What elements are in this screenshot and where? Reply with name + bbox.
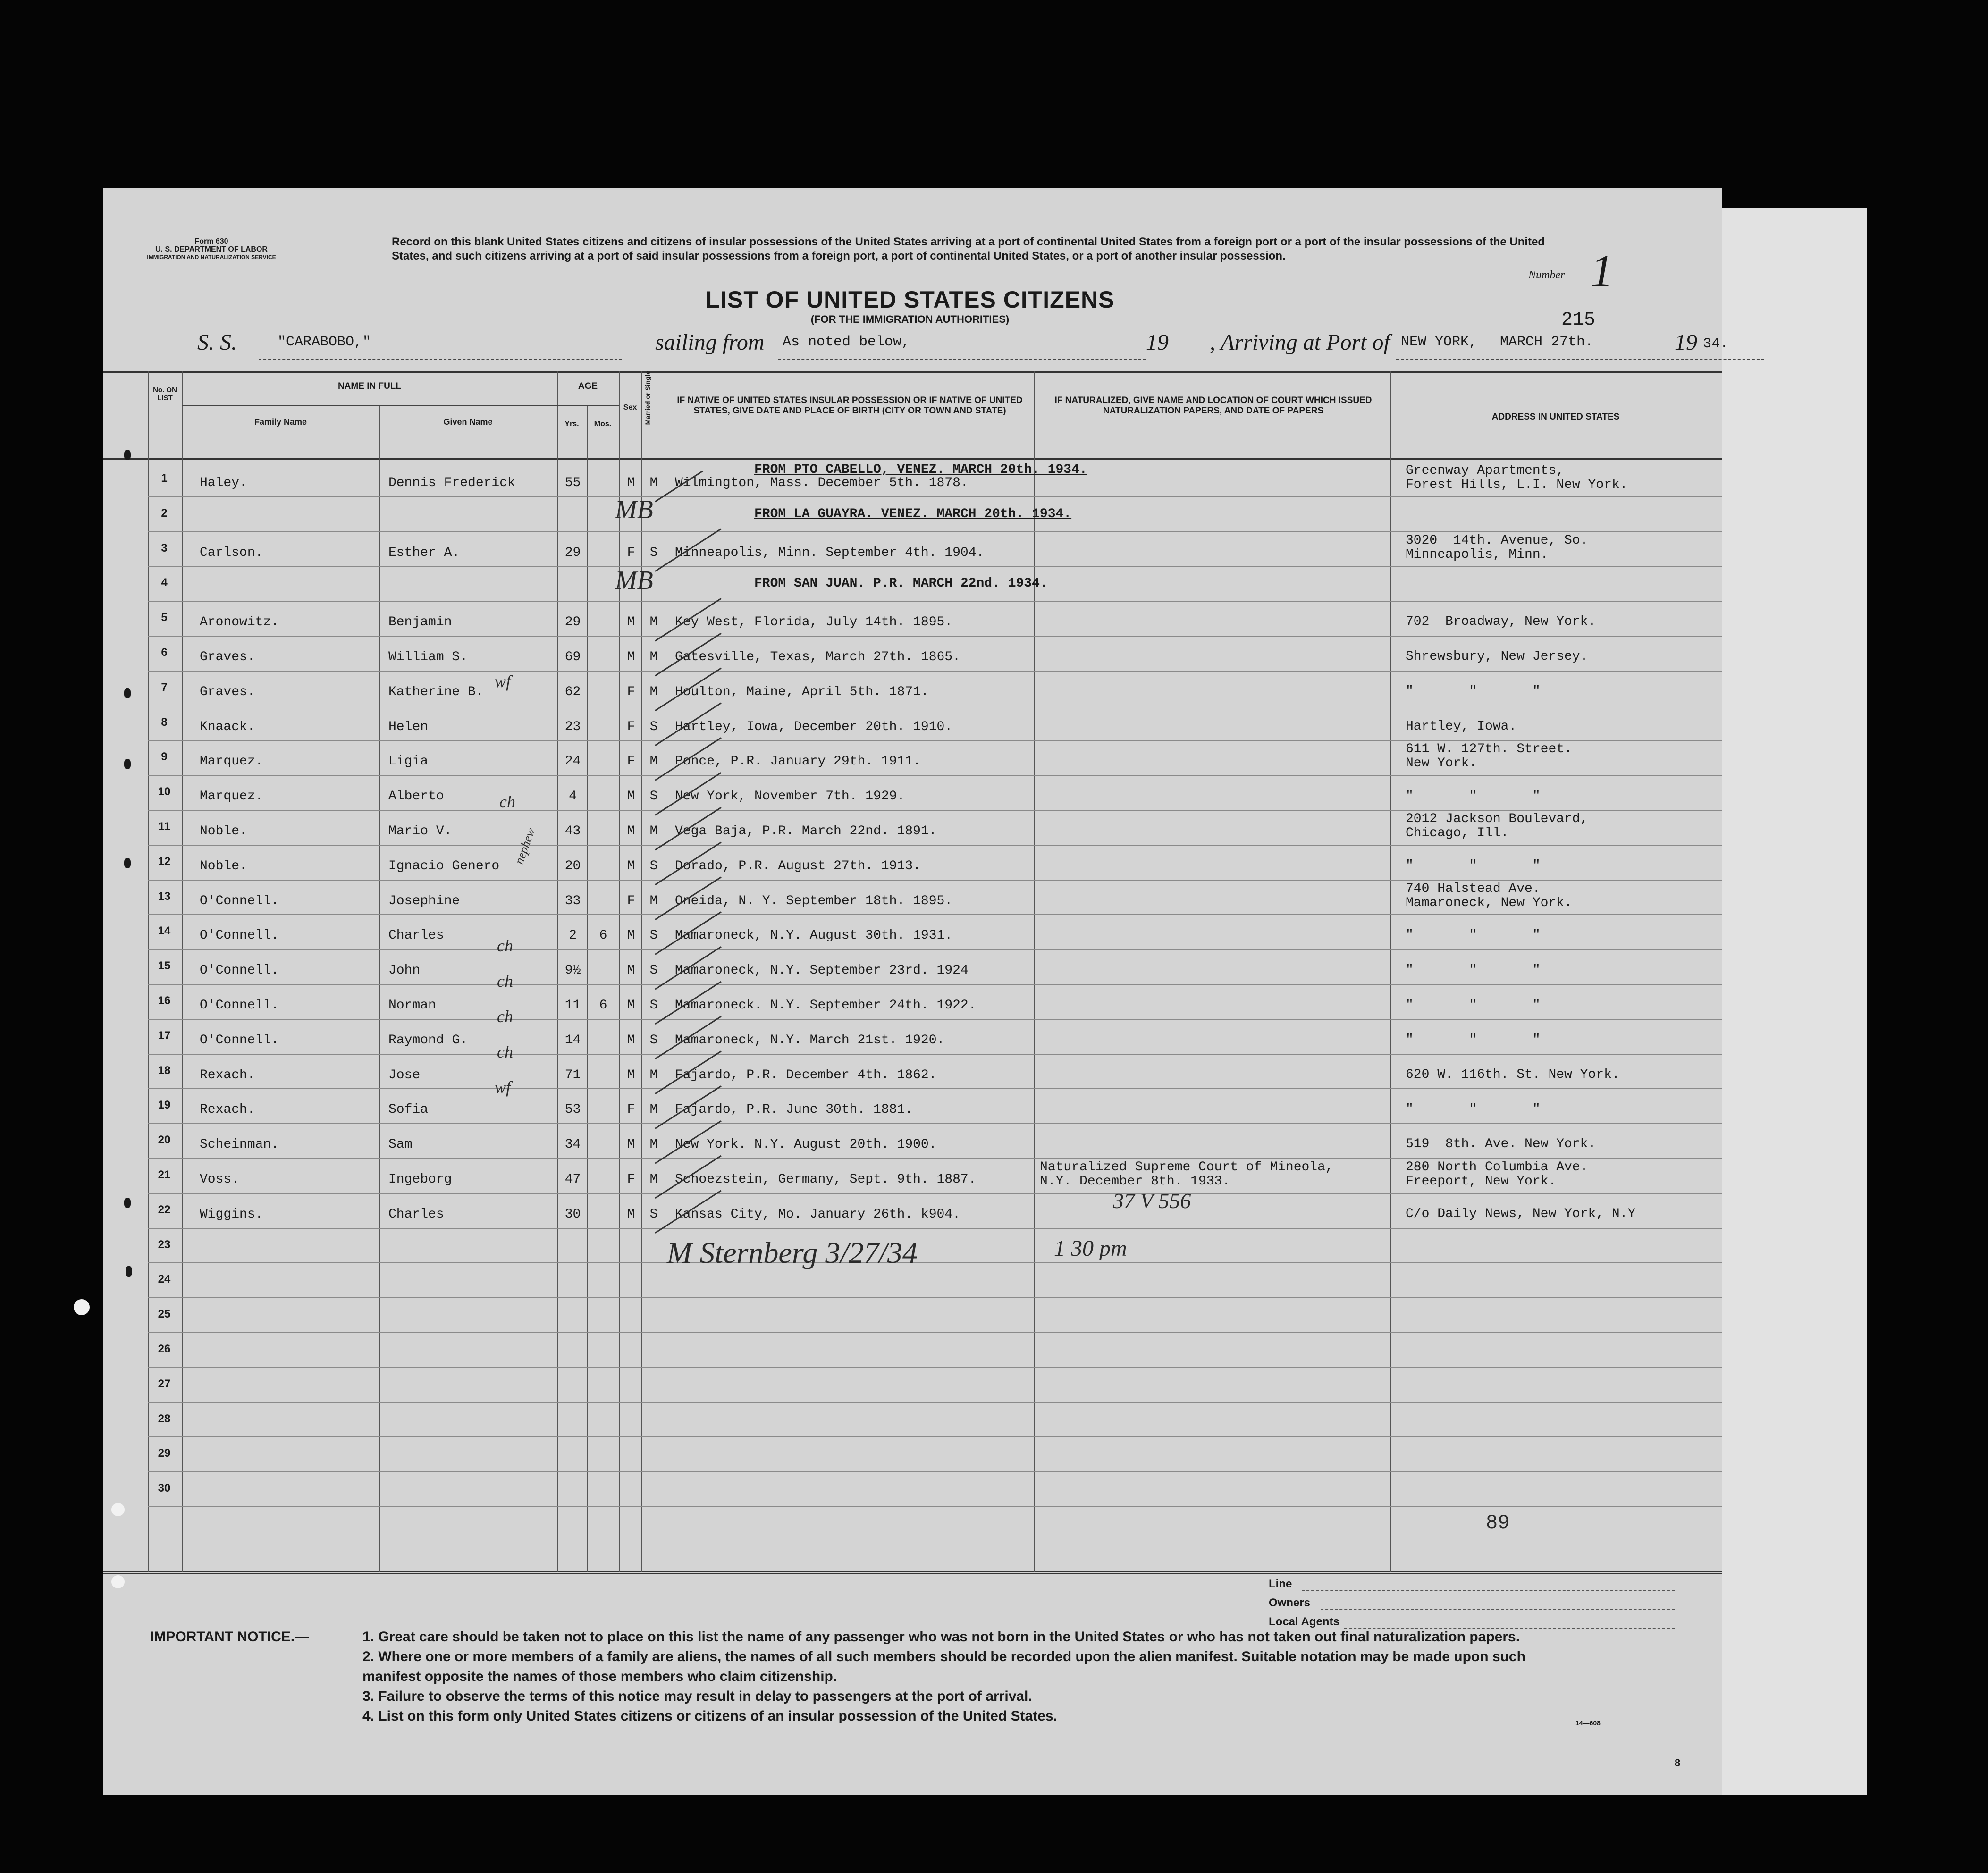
notice-item-2: 2. Where one or more members of a family are aliens, the names of all such members should be recorded upon the alien manifest. Suitable notation may be made upon such — [362, 1649, 1525, 1664]
row-rule — [148, 880, 1722, 881]
passenger-sex: M — [627, 1067, 635, 1083]
passenger-family-name: Noble. — [200, 858, 247, 874]
serial-number: 215 — [1561, 310, 1596, 331]
notice-item-4: 4. List on this form only United States citizens or citizens of an insular possession of the United States. — [362, 1708, 1057, 1724]
page-title: LIST OF UNITED STATES CITIZENS — [705, 286, 1115, 313]
passenger-birth: Key West, Florida, July 14th. 1895. — [675, 615, 953, 630]
passenger-birth: Kansas City, Mo. January 26th. k904. — [675, 1207, 960, 1222]
row-rule — [148, 1332, 1722, 1333]
passenger-given-name: John — [388, 963, 421, 978]
row-rule — [148, 1297, 1722, 1298]
passenger-address: " " " — [1406, 789, 1541, 804]
passenger-birth: Mamaroneck, N.Y. September 23rd. 1924 — [675, 963, 969, 978]
row-rule — [148, 636, 1722, 637]
passenger-birth: Fajardo, P.R. June 30th. 1881. — [675, 1102, 913, 1117]
relation-note-nephew: nephew — [512, 826, 538, 866]
passenger-marital: S — [649, 963, 658, 978]
passenger-given-name: William S. — [388, 650, 468, 664]
notice-item-3: 3. Failure to observe the terms of this notice may result in delay to passengers at the port of arrival. — [362, 1688, 1032, 1704]
passenger-age-years: 43 — [564, 824, 581, 839]
passenger-age-years: 11 — [564, 998, 581, 1013]
passenger-age-years: 55 — [564, 476, 581, 490]
row-number: 18 — [158, 1064, 171, 1077]
passenger-age-years: 62 — [564, 684, 581, 699]
row-number: 27 — [158, 1377, 171, 1390]
passenger-age-years: 23 — [564, 719, 581, 734]
binding-mark — [124, 450, 131, 460]
passenger-age-years: 69 — [564, 650, 581, 664]
passenger-marital: S — [649, 858, 658, 874]
arrival-date: MARCH 27th. — [1500, 334, 1594, 350]
row-rule — [148, 1436, 1722, 1437]
row-number: 30 — [158, 1482, 171, 1495]
passenger-family-name: Graves. — [200, 684, 255, 699]
punch-hole — [111, 1575, 125, 1588]
passenger-marital: S — [649, 928, 658, 943]
row-rule — [148, 914, 1722, 915]
passenger-given-name: Sam — [388, 1137, 413, 1152]
col-given-name: Given Name — [443, 417, 493, 427]
inspector-signature: M Sternberg 3/27/34 — [667, 1236, 918, 1269]
passenger-given-name: Katherine B. — [388, 684, 484, 699]
check-stroke — [655, 471, 721, 502]
check-stroke — [655, 912, 721, 954]
passenger-age-years: 24 — [564, 754, 581, 769]
passenger-address: " " " — [1406, 998, 1541, 1012]
passenger-address: " " " — [1406, 1032, 1541, 1047]
check-stroke — [655, 703, 721, 746]
row-number: 21 — [158, 1168, 171, 1181]
check-stroke — [655, 842, 721, 885]
check-stroke — [655, 1156, 721, 1198]
section-header: FROM SAN JUAN. P.R. MARCH 22nd. 1934. — [754, 576, 1048, 591]
year-prefix-2: 19 — [1675, 330, 1697, 355]
passenger-birth: Vega Baja, P.R. March 22nd. 1891. — [675, 824, 937, 839]
passenger-family-name: Haley. — [200, 476, 247, 490]
col-address: ADDRESS IN UNITED STATES — [1491, 412, 1620, 422]
passenger-address: 702 Broadway, New York. — [1406, 614, 1596, 630]
passenger-age-years: 29 — [564, 545, 581, 560]
passenger-address: Shrewsbury, New Jersey. — [1406, 649, 1588, 664]
passenger-address: 519 8th. Ave. New York. — [1406, 1137, 1596, 1152]
row-number: 26 — [158, 1343, 171, 1355]
agents-local-label: Local Agents — [1269, 1615, 1339, 1628]
sailing-label: sailing from — [655, 330, 765, 355]
passenger-sex: F — [627, 893, 635, 908]
year-prefix: 19 — [1146, 330, 1169, 355]
passenger-sex: M — [627, 998, 635, 1013]
agents-owners-label: Owners — [1269, 1596, 1311, 1609]
row-number: 10 — [158, 785, 171, 798]
passenger-family-name: O'Connell. — [200, 893, 279, 908]
row-number: 28 — [158, 1412, 171, 1425]
passenger-family-name: Rexach. — [200, 1067, 255, 1083]
notice-lead: IMPORTANT NOTICE.— — [150, 1629, 309, 1645]
passenger-family-name: O'Connell. — [200, 963, 279, 978]
col-no-on-list: No. ON LIST — [153, 386, 177, 402]
row-number: 22 — [158, 1203, 171, 1216]
passenger-age-years: 33 — [564, 893, 581, 908]
passenger-sex: F — [627, 1102, 635, 1117]
passenger-family-name: Rexach. — [200, 1102, 255, 1117]
row-rule — [148, 984, 1722, 985]
passenger-sex: F — [627, 754, 635, 769]
passenger-family-name: O'Connell. — [200, 998, 279, 1013]
col-months: Mos. — [594, 420, 612, 428]
row-rule — [148, 1402, 1722, 1403]
passenger-marital: S — [649, 719, 658, 734]
row-number: 11 — [158, 820, 170, 833]
passenger-marital: M — [649, 476, 658, 490]
arriving-label: , Arriving at Port of — [1210, 330, 1390, 355]
passenger-address: 611 W. 127th. Street. New York. — [1406, 742, 1572, 771]
record-instructions: Record on this blank United States citizens and citizens of insular possessions of the United States arriving at a port of continental United States from a foreign port or a port of the insular possessions of the United States, and such citizens arriving at a port of said insular possessions from a foreign port, a port of continental United States, or a port of another insular possession. — [392, 235, 1545, 262]
passenger-sex: M — [627, 824, 635, 839]
notice-item-1: 1. Great care should be taken not to place on this list the name of any passenger who was not born in the United States or who has not taken out final naturalization papers. — [362, 1629, 1520, 1645]
passenger-given-name: Ligia — [388, 754, 429, 769]
passenger-sex: F — [627, 719, 635, 734]
row-rule — [148, 496, 1722, 497]
passenger-sex: M — [627, 615, 635, 630]
passenger-sex: M — [627, 963, 635, 978]
page-stamp: 89 — [1486, 1512, 1510, 1534]
service-name: IMMIGRATION AND NATURALIZATION SERVICE — [147, 254, 276, 260]
department-name: U. S. DEPARTMENT OF LABOR — [155, 245, 268, 253]
row-rule — [148, 601, 1722, 602]
passenger-age-years: 14 — [564, 1033, 581, 1048]
row-number: 24 — [158, 1273, 171, 1286]
passenger-sex: M — [627, 1137, 635, 1152]
passenger-family-name: Voss. — [200, 1172, 240, 1187]
passenger-sex: M — [627, 928, 635, 943]
binding-mark — [124, 1198, 131, 1208]
col-age: AGE — [578, 381, 598, 391]
passenger-sex: F — [627, 1172, 635, 1187]
passenger-family-name: Marquez. — [200, 754, 263, 769]
passenger-birth: Gatesville, Texas, March 27th. 1865. — [675, 650, 960, 664]
passenger-marital: S — [649, 545, 658, 560]
passenger-age-years: 53 — [564, 1102, 581, 1117]
passenger-address: " " " — [1406, 928, 1541, 943]
passenger-given-name: Esther A. — [388, 545, 460, 560]
passenger-marital: M — [649, 754, 658, 769]
sheet-edge — [1722, 208, 1867, 1795]
passenger-marital: M — [649, 684, 658, 699]
passenger-address: 3020 14th. Avenue, So. Minneapolis, Minn. — [1406, 533, 1588, 562]
row-rule — [148, 1123, 1722, 1124]
passenger-given-name: Dennis Frederick — [388, 476, 515, 490]
passenger-family-name: Carlson. — [200, 545, 263, 560]
passenger-family-name: Knaack. — [200, 719, 255, 734]
check-stroke — [655, 947, 721, 989]
passenger-marital: M — [649, 615, 658, 630]
relation-note-child: ch — [499, 792, 515, 811]
passenger-given-name: Mario V. — [388, 824, 452, 839]
passenger-birth: Fajardo, P.R. December 4th. 1862. — [675, 1067, 937, 1083]
row-number: 4 — [161, 576, 168, 589]
arrival-year: 34. — [1703, 336, 1729, 352]
passenger-given-name: Helen — [388, 719, 429, 734]
ss-label: S. S. — [197, 330, 237, 355]
relation-note-child-3: ch — [497, 972, 513, 991]
passenger-age-years: 4 — [569, 789, 577, 804]
row-rule — [148, 1088, 1722, 1089]
passenger-address: " " " — [1406, 1102, 1541, 1117]
row-number: 16 — [158, 994, 171, 1007]
binding-mark — [124, 688, 131, 698]
row-rule — [148, 531, 1722, 532]
passenger-family-name: Marquez. — [200, 789, 263, 804]
passenger-family-name: Wiggins. — [200, 1207, 263, 1222]
passenger-naturalization: Naturalized Supreme Court of Mineola, N.Y. December 8th. 1933. — [1040, 1160, 1333, 1189]
passenger-given-name: Raymond G. — [388, 1033, 468, 1048]
row-number: 12 — [158, 855, 171, 868]
handwritten-initials-2: MB — [615, 566, 653, 595]
number-value: 1 — [1591, 245, 1613, 296]
check-stroke — [655, 738, 721, 780]
row-rule — [148, 1193, 1722, 1194]
passenger-address: Greenway Apartments, Forest Hills, L.I. New York. — [1406, 463, 1628, 492]
row-number: 7 — [161, 680, 168, 694]
passenger-age-months: 6 — [599, 928, 607, 943]
passenger-age-years: 30 — [564, 1207, 581, 1222]
row-rule — [148, 566, 1722, 567]
check-stroke — [655, 633, 721, 676]
voyage-line — [197, 329, 1736, 362]
passenger-sex: M — [627, 650, 635, 664]
row-rule — [148, 740, 1722, 741]
passenger-birth: Oneida, N. Y. September 18th. 1895. — [675, 893, 953, 908]
row-number: 23 — [158, 1238, 171, 1251]
row-number: 29 — [158, 1447, 171, 1460]
passenger-address: 280 North Columbia Ave. Freeport, New York. — [1406, 1160, 1588, 1189]
passenger-address: 2012 Jackson Boulevard, Chicago, Ill. — [1406, 812, 1588, 840]
passenger-marital: S — [649, 1033, 658, 1048]
passenger-sex: M — [627, 789, 635, 804]
passenger-marital: M — [649, 1067, 658, 1083]
col-married-single: Married or Single — [644, 370, 651, 425]
passenger-age-years: 47 — [564, 1172, 581, 1187]
row-rule — [148, 1158, 1722, 1159]
passenger-birth: Minneapolis, Minn. September 4th. 1904. — [675, 545, 985, 560]
passenger-family-name: Scheinman. — [200, 1137, 279, 1152]
section-header: FROM PTO CABELLO, VENEZ. MARCH 20th. 1934. — [754, 462, 1087, 477]
passenger-address: " " " — [1406, 684, 1541, 699]
passenger-birth: Hartley, Iowa, December 20th. 1910. — [675, 719, 953, 734]
handwritten-time: 1 30 pm — [1054, 1236, 1127, 1261]
row-rule — [148, 775, 1722, 776]
row-number: 5 — [161, 611, 168, 624]
passenger-family-name: Graves. — [200, 650, 255, 664]
row-rule — [148, 949, 1722, 950]
relation-note-wife: wf — [495, 672, 511, 691]
row-number: 19 — [158, 1099, 171, 1112]
passenger-sex: M — [627, 858, 635, 874]
passenger-marital: M — [649, 824, 658, 839]
form-code: 14—608 — [1575, 1719, 1601, 1727]
check-marks — [650, 471, 811, 1302]
row-number: 1 — [161, 472, 168, 485]
passenger-birth: New York. N.Y. August 20th. 1900. — [675, 1137, 937, 1152]
passenger-age-years: 29 — [564, 615, 581, 630]
check-stroke — [655, 1191, 721, 1233]
col-sex: Sex — [623, 403, 637, 412]
row-rule — [148, 845, 1722, 846]
passenger-marital: M — [649, 1172, 658, 1187]
row-number: 9 — [161, 750, 168, 764]
corner-number: 8 — [1675, 1757, 1681, 1769]
col-family-name: Family Name — [254, 417, 307, 427]
check-stroke — [655, 807, 721, 850]
form-number: Form 630 — [194, 237, 228, 245]
passenger-given-name: Charles — [388, 1207, 444, 1222]
passenger-address: 620 W. 116th. St. New York. — [1406, 1067, 1620, 1082]
passenger-given-name: Ingeborg — [388, 1172, 452, 1187]
passenger-family-name: O'Connell. — [200, 1033, 279, 1048]
port-of-arrival: NEW YORK, — [1401, 334, 1478, 350]
check-stroke — [655, 773, 721, 815]
row-number: 20 — [158, 1134, 171, 1147]
passenger-given-name: Charles — [388, 928, 444, 943]
col-naturalized: IF NATURALIZED, GIVE NAME AND LOCATION OF COURT WHICH ISSUED NATURALIZATION PAPERS, AND DATE OF PAPERS — [1054, 395, 1372, 416]
passenger-marital: M — [649, 893, 658, 908]
agents-line-label: Line — [1269, 1578, 1292, 1590]
passenger-address: 740 Halstead Ave. Mamaroneck, New York. — [1406, 881, 1572, 910]
relation-note-wife-2: wf — [495, 1078, 511, 1097]
passenger-birth: Wilmington, Mass. December 5th. 1878. — [675, 476, 969, 490]
passenger-marital: M — [649, 1102, 658, 1117]
check-stroke — [655, 877, 721, 920]
punch-hole — [74, 1299, 90, 1315]
binding-mark — [124, 759, 131, 769]
row-number: 3 — [161, 541, 168, 554]
row-rule — [148, 1471, 1722, 1472]
relation-note-child-4: ch — [497, 1007, 513, 1026]
passenger-sex: F — [627, 545, 635, 560]
section-header: FROM LA GUAYRA. VENEZ. MARCH 20th. 1934. — [754, 506, 1072, 521]
passenger-sex: M — [627, 1207, 635, 1222]
passenger-family-name: Noble. — [200, 824, 247, 839]
row-rule — [148, 1262, 1722, 1263]
row-rule — [148, 671, 1722, 672]
col-birth: IF NATIVE OF UNITED STATES INSULAR POSSESSION OR IF NATIVE OF UNITED STATES, GIVE DATE AND PLACE OF BIRTH (CITY OR TOWN AND STATE) — [677, 395, 1023, 416]
number-label: Number — [1528, 269, 1565, 281]
col-years: Yrs. — [564, 420, 579, 428]
row-rule — [148, 1019, 1722, 1020]
passenger-address: " " " — [1406, 963, 1541, 978]
row-rule — [148, 1367, 1722, 1368]
sailing-from: As noted below, — [783, 334, 910, 350]
check-stroke — [655, 982, 721, 1024]
notice-item-2-cont: manifest opposite the names of those members who claim citizenship. — [362, 1669, 837, 1684]
passenger-age-years: 20 — [564, 858, 581, 874]
ship-name: "CARABOBO," — [278, 334, 371, 350]
passenger-age-years: 34 — [564, 1137, 581, 1152]
passenger-marital: M — [649, 1137, 658, 1152]
col-name-in-full: NAME IN FULL — [337, 381, 402, 391]
passenger-given-name: Josephine — [388, 893, 460, 908]
passenger-birth: Dorado, P.R. August 27th. 1913. — [675, 858, 921, 874]
passenger-address: " " " — [1406, 858, 1541, 873]
passenger-given-name: Jose — [388, 1067, 421, 1083]
row-number: 14 — [158, 924, 171, 938]
passenger-birth: Ponce, P.R. January 29th. 1911. — [675, 754, 921, 769]
passenger-age-years: 2 — [569, 928, 577, 943]
passenger-given-name: Ignacio Genero — [388, 858, 500, 874]
check-stroke — [655, 1051, 721, 1094]
passenger-marital: S — [649, 998, 658, 1013]
passenger-birth: Mamaroneck, N.Y. March 21st. 1920. — [675, 1033, 945, 1048]
passenger-marital: M — [649, 650, 658, 664]
row-number: 17 — [158, 1029, 171, 1042]
check-stroke — [655, 668, 721, 711]
row-number: 15 — [158, 959, 171, 973]
relation-note-child-2: ch — [497, 936, 513, 955]
check-stroke — [655, 1016, 721, 1059]
punch-hole — [111, 1503, 125, 1516]
row-number: 13 — [158, 890, 171, 903]
row-rule — [148, 810, 1722, 811]
passenger-birth: Houlton, Maine, April 5th. 1871. — [675, 684, 929, 699]
passenger-birth: Mamaroneck. N.Y. September 24th. 1922. — [675, 998, 977, 1013]
manifest-sheet — [103, 188, 1729, 1795]
row-rule — [148, 1506, 1722, 1507]
passenger-marital: S — [649, 789, 658, 804]
passenger-sex: M — [627, 1033, 635, 1048]
passenger-address: C/o Daily News, New York, N.Y — [1406, 1206, 1636, 1221]
passenger-address: Hartley, Iowa. — [1406, 719, 1517, 734]
check-stroke — [655, 529, 721, 571]
passenger-given-name: Norman — [388, 998, 436, 1013]
check-stroke — [655, 598, 721, 641]
handwritten-initials-1: MB — [615, 495, 653, 524]
passenger-sex: F — [627, 684, 635, 699]
passenger-birth: Schoezstein, Germany, Sept. 9th. 1887. — [675, 1172, 977, 1187]
passenger-given-name: Benjamin — [388, 615, 452, 630]
passenger-age-months: 6 — [599, 998, 607, 1013]
passenger-given-name: Sofia — [388, 1102, 429, 1117]
passenger-birth: New York, November 7th. 1929. — [675, 789, 905, 804]
form-department-block — [122, 237, 301, 261]
page-subtitle: (FOR THE IMMIGRATION AUTHORITIES) — [810, 313, 1010, 325]
row-number: 6 — [161, 646, 168, 659]
row-number: 25 — [158, 1308, 171, 1321]
row-rule — [148, 1054, 1722, 1055]
passenger-family-name: O'Connell. — [200, 928, 279, 943]
row-number: 8 — [161, 715, 168, 729]
passenger-given-name: Alberto — [388, 789, 444, 804]
passenger-family-name: Aronowitz. — [200, 615, 279, 630]
relation-note-child-5: ch — [497, 1042, 513, 1061]
handwritten-file-number: 37 V 556 — [1113, 1189, 1191, 1213]
passenger-birth: Mamaroneck, N.Y. August 30th. 1931. — [675, 928, 953, 943]
binding-mark — [126, 1266, 132, 1277]
check-stroke — [655, 1086, 721, 1128]
passenger-sex: M — [627, 476, 635, 490]
passenger-marital: S — [649, 1207, 658, 1222]
row-rule — [148, 1228, 1722, 1229]
passenger-age-years: 9½ — [564, 963, 581, 978]
check-stroke — [655, 1121, 721, 1163]
binding-mark — [124, 858, 131, 868]
passenger-age-years: 71 — [564, 1067, 581, 1083]
row-number: 2 — [161, 506, 168, 520]
